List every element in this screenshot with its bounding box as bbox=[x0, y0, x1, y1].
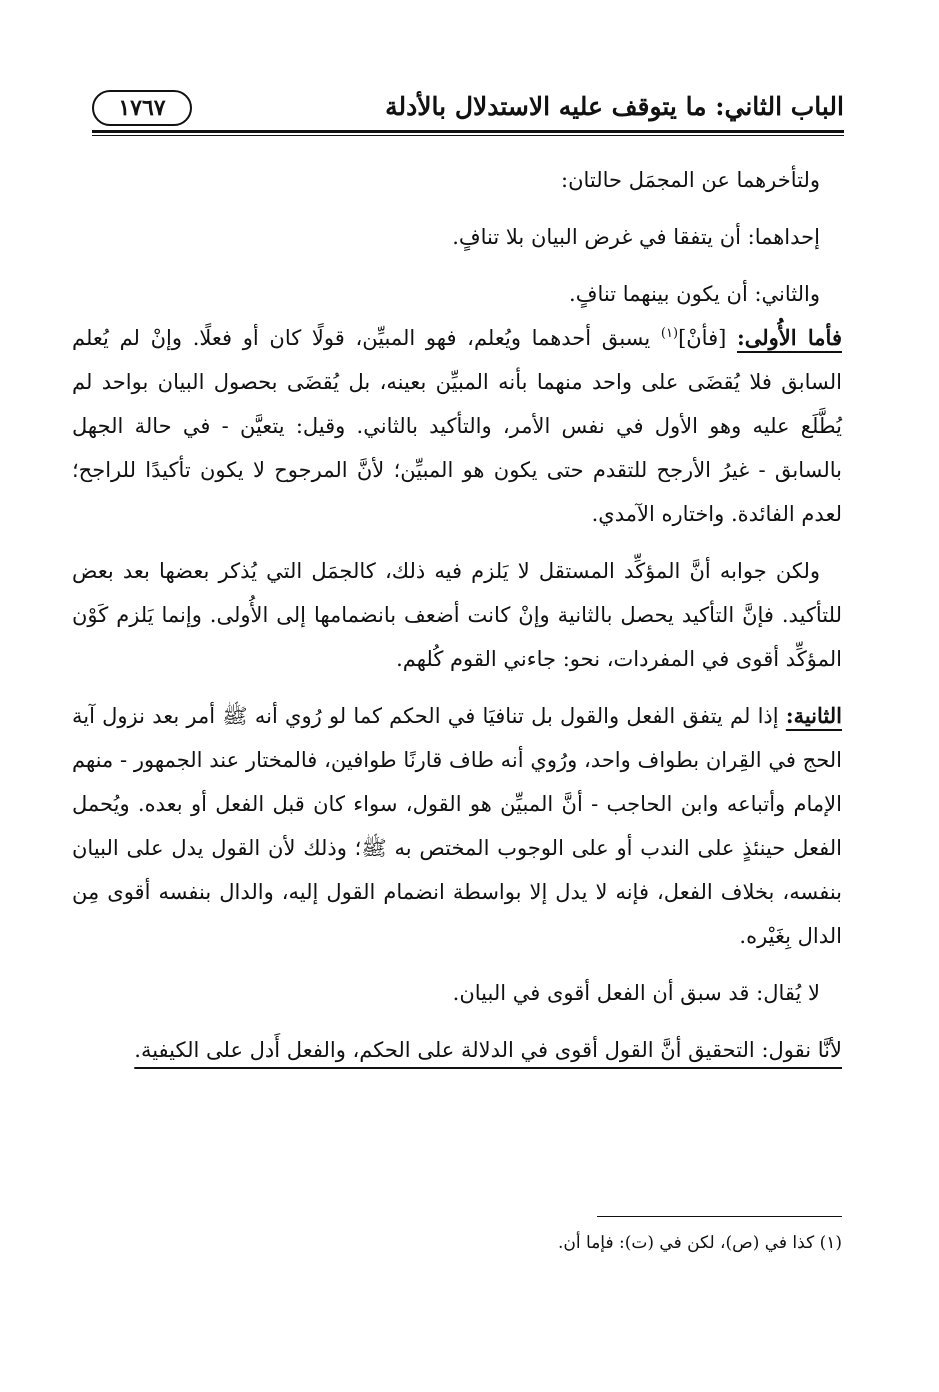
paragraph-2: إحداهما: أن يتفقا في غرض البيان بلا تنافٍ. bbox=[452, 225, 820, 249]
paragraph-1: ولتأخرهما عن المجمَل حالتان: bbox=[561, 168, 820, 192]
paragraph-5: ولكن جوابه أنَّ المؤكِّد المستقل لا يَلزم فيه ذلك، كالجمَل التي يُذكر بعضها بعد بعض للتأكيد. فإنَّ التأكيد يحصل بالثانية وإنْ كانت أضعف بانضمامها إلى الأُولى. وإنما يَلزم كَوْن المؤكِّد أقوى في المفردات، نحو: جاءني القوم كُلهم. bbox=[72, 559, 842, 671]
header-rule-thick bbox=[92, 130, 844, 133]
section-lead-first: فأما الأُولى: bbox=[736, 325, 842, 350]
paragraph-7: لا يُقال: قد سبق أن الفعل أقوى في البيان. bbox=[452, 981, 820, 1005]
page-number: ١٧٦٧ bbox=[92, 90, 192, 126]
paragraph-6 bbox=[72, 694, 842, 958]
running-title: الباب الثاني: ما يتوقف عليه الاستدلال بالأدلة bbox=[385, 92, 844, 121]
paragraph-3: والثاني: أن يكون بينهما تنافٍ. bbox=[569, 282, 820, 306]
paragraph-4 bbox=[72, 316, 842, 536]
section-lead-second: الثانية: bbox=[785, 703, 842, 728]
bracket-word: [فأنْ] bbox=[678, 326, 737, 350]
paragraph-8 bbox=[72, 1028, 842, 1072]
footnote-rule bbox=[597, 1216, 842, 1217]
page-header bbox=[92, 90, 844, 130]
paragraph-6-text: إذا لم يتفق الفعل والقول بل تنافيَا في الحكم كما لو رُوي أنه ﷺ أمر بعد نزول آية الحج في القِران بطواف واحد، ورُوي أنه طاف قارنًا طوافين، فالمختار عند الجمهور - منهم الإمام وأتباعه وابن الحاجب - أنَّ المبيِّن هو القول، سواء كان قبل الفعل أو بعده. ويُحمل الفعل حينئذٍ على الندب أو على الوجوب المختص به ﷺ؛ وذلك لأن القول يدل على البيان بنفسه، بخلاف الفعل، فإنه لا يدل إلا بواسطة انضمام القول إليه، والدال بنفسه أقوى مِن الدال بِغَيْره. bbox=[72, 704, 842, 948]
footnote-ref: (١) bbox=[660, 326, 679, 341]
paragraph-8-text: لأنَّا نقول: التحقيق أنَّ القول أقوى في الدلالة على الحكم، والفعل أَدل على الكيفية. bbox=[134, 1038, 842, 1062]
paragraph-4-text: يسبق أحدهما ويُعلم، فهو المبيِّن، قولًا كان أو فعلًا. وإنْ لم يُعلم السابق فلا يُقضَى على واحد منهما بأنه المبيِّن بعينه، بل يُقضَى بحصول البيان بواحد لم يُطَّلَع عليه وهو الأول في نفس الأمر، والتأكيد بالثاني. وقيل: يتعيَّن - في حالة الجهل بالسابق - غيرُ الأرجح للتقدم حتى يكون هو المبيِّن؛ لأنَّ المرجوح لا يكون تأكيدًا للراجح؛ لعدم الفائدة. واختاره الآمدي. bbox=[72, 326, 842, 526]
header-rule-thin bbox=[92, 135, 844, 136]
main-text bbox=[72, 158, 842, 1072]
footnote: (١) كذا في (ص)، لكن في (ت): فإما أن. bbox=[558, 1233, 842, 1253]
